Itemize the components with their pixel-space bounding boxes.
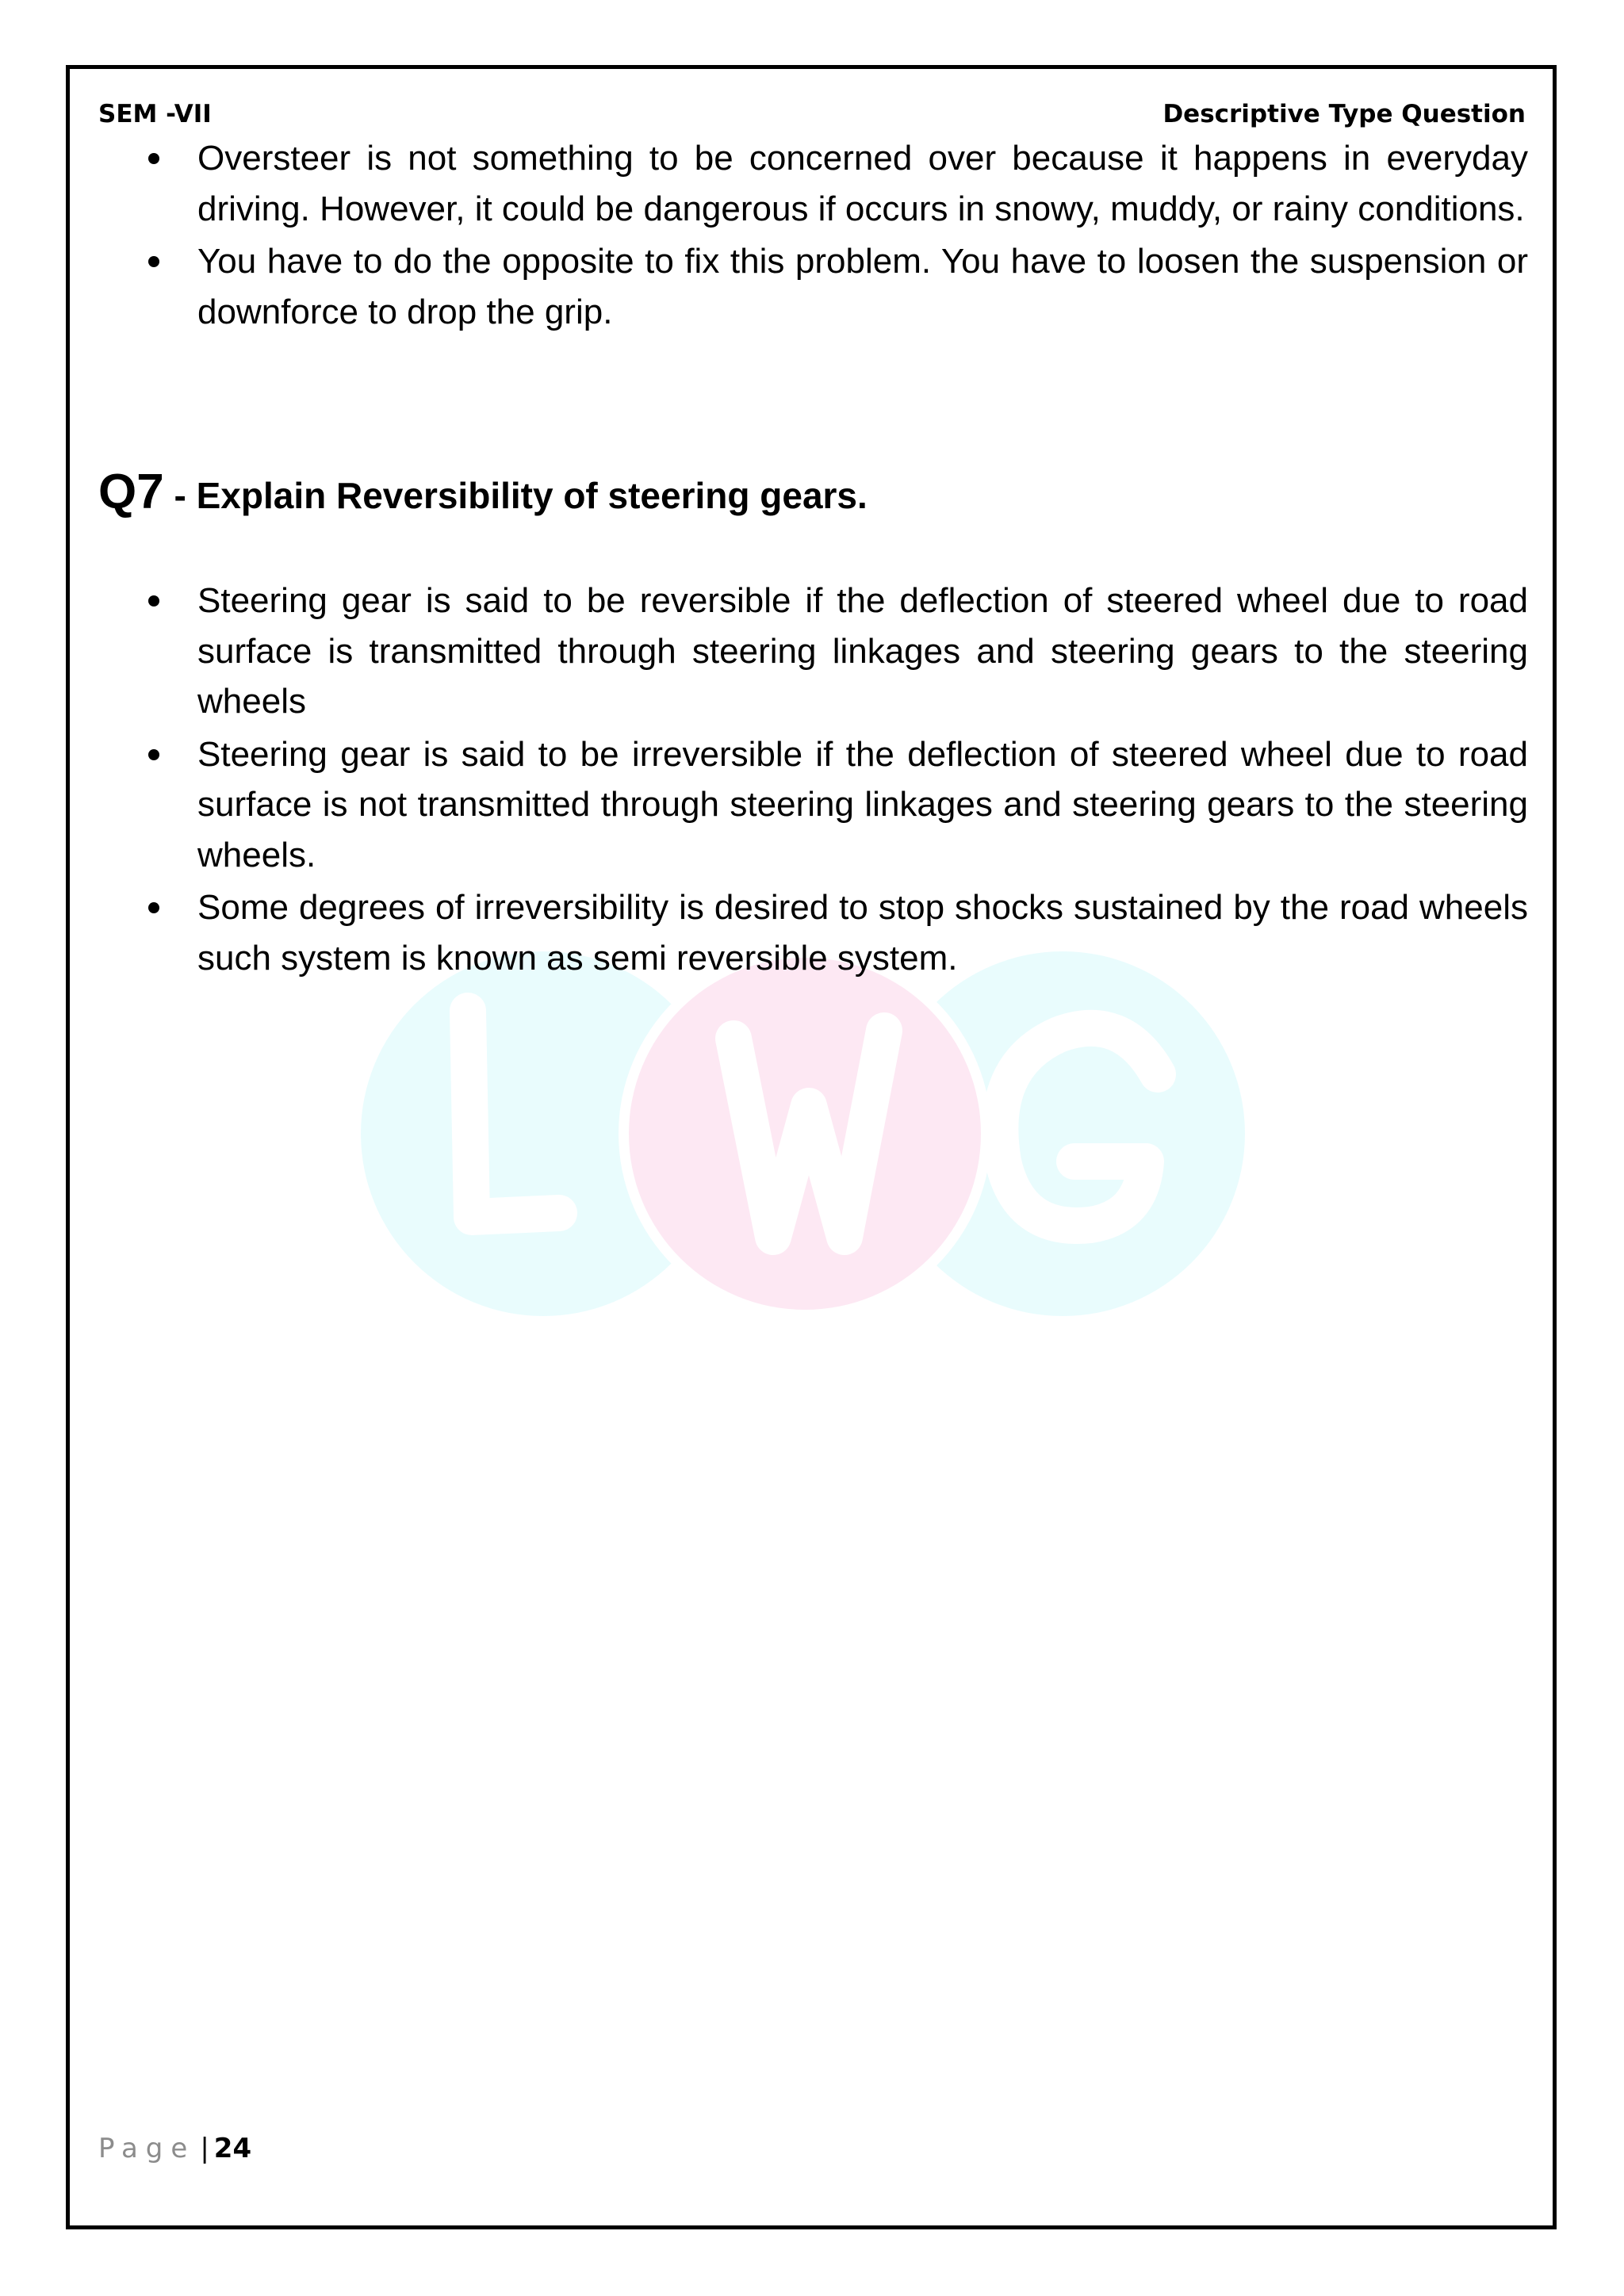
page-label: Page (98, 2133, 196, 2164)
question-heading (98, 464, 868, 520)
oversteer-bullets (98, 133, 1528, 339)
reversibility-bullets (98, 576, 1528, 985)
lwg-watermark-logo (361, 936, 1249, 1316)
question-title: - Explain Reversibility of steering gears. (163, 475, 868, 516)
footer-separator: | (200, 2133, 209, 2164)
list-item: Oversteer is not something to be concerned over because it happens in everyday driving. However, it could be dangerous if occurs in snowy, muddy, or rainy conditions. (98, 133, 1528, 234)
page-footer (98, 2131, 251, 2166)
header-document-type: Descriptive Type Question (1162, 100, 1526, 128)
list-item: Steering gear is said to be irreversible if the deflection of steered wheel due to road surface is not transmitted through steering linkages and steering gears to the steering wheels. (98, 729, 1528, 881)
list-item: Steering gear is said to be reversible if the deflection of steered wheel due to road surface is transmitted through steering linkages and steering gears to the steering wheels (98, 576, 1528, 727)
list-item: You have to do the opposite to fix this problem. You have to loosen the suspension or downforce to drop the grip. (98, 236, 1528, 337)
page-number: 24 (213, 2133, 252, 2164)
question-number: Q7 (98, 465, 164, 519)
list-item: Some degrees of irreversibility is desired to stop shocks sustained by the road wheels such system is known as semi reversible system. (98, 882, 1528, 983)
header-semester: SEM -VII (98, 100, 212, 128)
